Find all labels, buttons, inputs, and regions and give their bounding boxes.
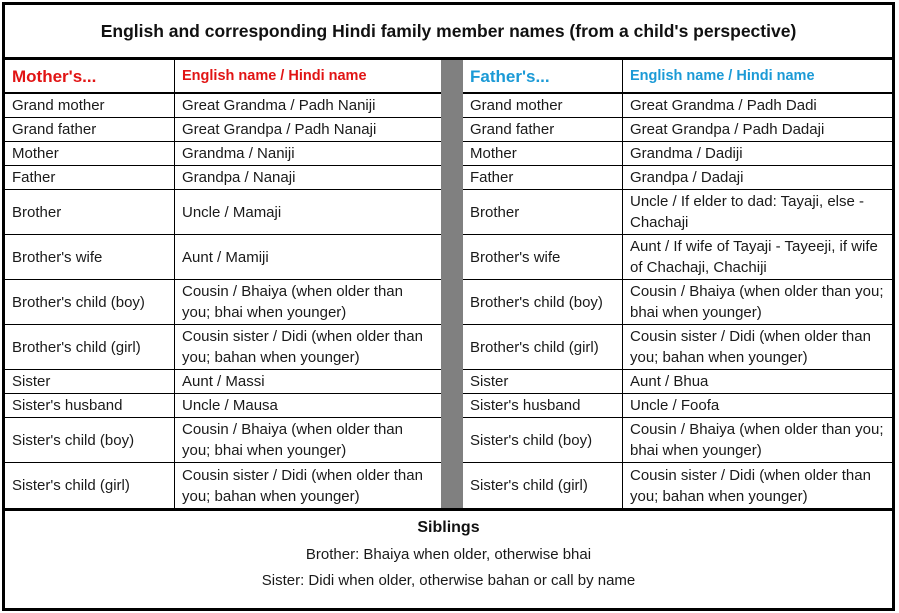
father-relation: Father xyxy=(463,166,623,190)
father-name-value: Aunt / If wife of Tayaji - Tayeeji, if wife of Chachaji, Chachiji xyxy=(623,235,892,280)
mother-relation: Grand mother xyxy=(5,94,175,118)
father-name-value: Aunt / Bhua xyxy=(623,370,892,394)
mother-name-value: Aunt / Massi xyxy=(175,370,441,394)
father-relation: Brother's wife xyxy=(463,235,623,280)
father-relation: Brother's child (boy) xyxy=(463,280,623,325)
father-name-value: Cousin sister / Didi (when older than you; bahan when younger) xyxy=(623,325,892,370)
mother-name-value: Grandpa / Nanaji xyxy=(175,166,441,190)
father-name-value: Great Grandpa / Padh Dadaji xyxy=(623,118,892,142)
mother-name-value: Cousin sister / Didi (when older than you; bahan when younger) xyxy=(175,463,441,508)
father-columns-header: English name / Hindi name xyxy=(623,60,892,94)
father-name-value: Cousin / Bhaiya (when older than you; bhai when younger) xyxy=(623,280,892,325)
family-names-table xyxy=(2,2,895,611)
mother-relation: Sister's child (girl) xyxy=(5,463,175,508)
father-name-value: Grandpa / Dadaji xyxy=(623,166,892,190)
father-name-value: Uncle / Foofa xyxy=(623,394,892,418)
father-relation: Sister's child (boy) xyxy=(463,418,623,463)
mother-relation: Mother xyxy=(5,142,175,166)
father-relation: Sister xyxy=(463,370,623,394)
mother-relation: Sister xyxy=(5,370,175,394)
mother-name-value: Great Grandma / Padh Naniji xyxy=(175,94,441,118)
father-name-value: Cousin sister / Didi (when older than you; bahan when younger) xyxy=(623,463,892,508)
father-side-header: Father's... xyxy=(463,60,623,94)
table-title-box xyxy=(5,5,892,60)
father-name-value: Cousin / Bhaiya (when older than you; bhai when younger) xyxy=(623,418,892,463)
mother-name-value: Cousin / Bhaiya (when older than you; bhai when younger) xyxy=(175,280,441,325)
mother-name-value: Cousin sister / Didi (when older than you; bahan when younger) xyxy=(175,325,441,370)
mother-name-value: Aunt / Mamiji xyxy=(175,235,441,280)
mother-name-value: Great Grandpa / Padh Nanaji xyxy=(175,118,441,142)
family-names-grid xyxy=(5,60,892,511)
mother-name-value: Uncle / Mamaji xyxy=(175,190,441,235)
mother-relation: Brother's child (boy) xyxy=(5,280,175,325)
father-relation: Grand mother xyxy=(463,94,623,118)
brother-note: Brother: Bhaiya when older, otherwise bhai xyxy=(305,546,592,563)
mother-relation: Sister's child (boy) xyxy=(5,418,175,463)
page-title: English and corresponding Hindi family member names (from a child's perspective) xyxy=(100,20,797,41)
father-relation: Grand father xyxy=(463,118,623,142)
mother-relation: Sister's husband xyxy=(5,394,175,418)
mother-relation: Brother's wife xyxy=(5,235,175,280)
sister-note: Sister: Didi when older, otherwise bahan or call by name xyxy=(261,572,636,589)
mother-columns-header: English name / Hindi name xyxy=(175,60,441,94)
father-name-value: Great Grandma / Padh Dadi xyxy=(623,94,892,118)
father-relation: Brother xyxy=(463,190,623,235)
mother-relation: Father xyxy=(5,166,175,190)
side-separator-bar xyxy=(441,60,463,508)
mother-name-value: Grandma / Naniji xyxy=(175,142,441,166)
mother-relation: Brother's child (girl) xyxy=(5,325,175,370)
siblings-heading: Siblings xyxy=(417,519,480,536)
father-name-value: Grandma / Dadiji xyxy=(623,142,892,166)
father-name-value: Uncle / If elder to dad: Tayaji, else - Chachaji xyxy=(623,190,892,235)
siblings-note-box xyxy=(5,511,892,608)
father-relation: Sister's child (girl) xyxy=(463,463,623,508)
mother-relation: Brother xyxy=(5,190,175,235)
father-relation: Brother's child (girl) xyxy=(463,325,623,370)
mother-side-header: Mother's... xyxy=(5,60,175,94)
mother-relation: Grand father xyxy=(5,118,175,142)
father-relation: Mother xyxy=(463,142,623,166)
mother-name-value: Cousin / Bhaiya (when older than you; bhai when younger) xyxy=(175,418,441,463)
mother-name-value: Uncle / Mausa xyxy=(175,394,441,418)
father-relation: Sister's husband xyxy=(463,394,623,418)
